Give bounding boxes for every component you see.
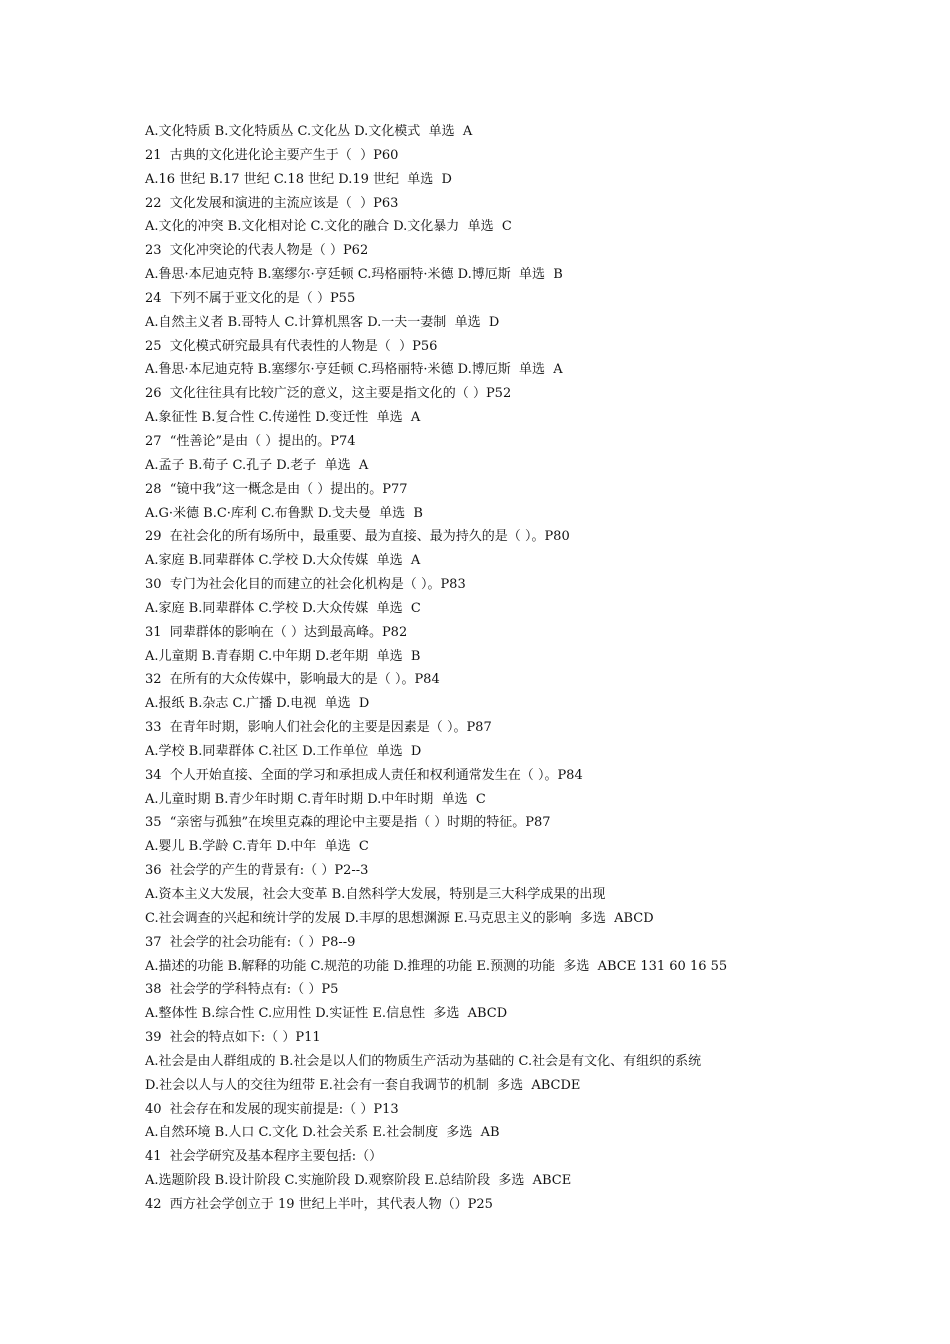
- answer-line: A.自然环境 B.人口 C.文化 D.社会关系 E.社会制度 多选 AB: [145, 1125, 500, 1141]
- question-line: 21 古典的文化进化论主要产生于（ ）P60: [145, 147, 399, 163]
- question-line: 27 “性善论”是由（ ）提出的。P74: [145, 433, 356, 449]
- question-line: 33 在青年时期，影响人们社会化的主要是因素是（ ）。P87: [145, 720, 492, 736]
- answer-line: A.儿童期 B.青春期 C.中年期 D.老年期 单选 B: [145, 648, 421, 664]
- question-line: 36 社会学的产生的背景有:（ ）P2--3: [145, 863, 369, 879]
- question-list: [145, 120, 925, 1217]
- answer-line: A.象征性 B.复合性 C.传递性 D.变迁性 单选 A: [145, 410, 421, 426]
- answer-line: A.选题阶段 B.设计阶段 C.实施阶段 D.观察阶段 E.总结阶段 多选 ABCE: [145, 1173, 572, 1189]
- question-line: 31 同辈群体的影响在（ ）达到最高峰。P82: [145, 624, 408, 640]
- question-line: 37 社会学的社会功能有:（ ）P8--9: [145, 934, 356, 950]
- question-line: 23 文化冲突论的代表人物是（ ）P62: [145, 243, 369, 259]
- question-line: 34 个人开始直接、全面的学习和承担成人责任和权利通常发生在（ ）。P84: [145, 767, 583, 783]
- answer-line: A.孟子 B.荀子 C.孔子 D.老子 单选 A: [145, 457, 369, 473]
- answer-line: A.婴儿 B.学龄 C.青年 D.中年 单选 C: [145, 839, 369, 855]
- question-line: 40 社会存在和发展的现实前提是:（ ）P13: [145, 1101, 399, 1117]
- answer-line: A.描述的功能 B.解释的功能 C.规范的功能 D.推理的功能 E.预测的功能 多选 ABCE 131 60 16 55: [145, 958, 728, 974]
- question-line: 42 西方社会学创立于 19 世纪上半叶，其代表人物（）P25: [145, 1196, 493, 1212]
- answer-line: A.家庭 B.同辈群体 C.学校 D.大众传媒 单选 A: [145, 553, 421, 569]
- answer-line: A.报纸 B.杂志 C.广播 D.电视 单选 D: [145, 696, 370, 712]
- question-line: 25 文化模式研究最具有代表性的人物是（ ）P56: [145, 338, 438, 354]
- question-line: 22 文化发展和演进的主流应该是（ ）P63: [145, 195, 399, 211]
- question-line: 38 社会学的学科特点有:（ ）P5: [145, 982, 339, 998]
- question-line: 32 在所有的大众传媒中，影响最大的是（ ）。P84: [145, 672, 440, 688]
- question-line: 24 下列不属于亚文化的是（ ）P55: [145, 290, 356, 306]
- answer-line: A.资本主义大发展，社会大变革 B.自然科学大发展，特别是三大科学成果的出现: [145, 887, 606, 902]
- answer-line: C.社会调查的兴起和统计学的发展 D.丰厚的思想渊源 E.马克思主义的影响 多选 ABCD: [145, 910, 654, 926]
- answer-line: A.鲁思·本尼迪克特 B.塞缪尔·亨廷顿 C.玛格丽特·米德 D.博厄斯 单选 A: [145, 362, 563, 378]
- answer-line: A.社会是由人群组成的 B.社会是以人们的物质生产活动为基础的 C.社会是有文化、有组织的系统: [145, 1053, 702, 1069]
- question-line: 29 在社会化的所有场所中，最重要、最为直接、最为持久的是（ ）。P80: [145, 529, 570, 545]
- question-line: 41 社会学研究及基本程序主要包括:（）: [145, 1149, 383, 1165]
- answer-line: A.16 世纪 B.17 世纪 C.18 世纪 D.19 世纪 单选 D: [145, 171, 452, 187]
- answer-line: A.鲁思·本尼迪克特 B.塞缪尔·亨廷顿 C.玛格丽特·米德 D.博厄斯 单选 B: [145, 267, 563, 283]
- answer-line: A.儿童时期 B.青少年时期 C.青年时期 D.中年时期 单选 C: [145, 791, 486, 807]
- answer-line: A.整体性 B.综合性 C.应用性 D.实证性 E.信息性 多选 ABCD: [145, 1006, 508, 1022]
- question-line: 35 “亲密与孤独”在埃里克森的理论中主要是指（ ）时期的特征。P87: [145, 815, 551, 831]
- answer-line: A.文化的冲突 B.文化相对论 C.文化的融合 D.文化暴力 单选 C: [145, 219, 512, 235]
- question-line: 26 文化往往具有比较广泛的意义，这主要是指文化的（ ）P52: [145, 386, 512, 402]
- answer-line: A.家庭 B.同辈群体 C.学校 D.大众传媒 单选 C: [145, 600, 421, 616]
- question-line: 39 社会的特点如下:（ ）P11: [145, 1030, 321, 1046]
- question-line: 30 专门为社会化目的而建立的社会化机构是（ ）。P83: [145, 577, 466, 593]
- answer-line: D.社会以人与人的交往为纽带 E.社会有一套自我调节的机制 多选 ABCDE: [145, 1077, 581, 1093]
- answer-line: A.G·米德 B.C·库利 C.布鲁默 D.戈夫曼 单选 B: [145, 505, 423, 521]
- answer-line: A.自然主义者 B.哥特人 C.计算机黑客 D.一夫一妻制 单选 D: [145, 314, 500, 330]
- text-line: A.文化特质 B.文化特质丛 C.文化丛 D.文化模式 单选 A: [145, 124, 473, 139]
- question-line: 28 “镜中我”这一概念是由（ ）提出的。P77: [145, 481, 408, 497]
- answer-line: A.学校 B.同辈群体 C.社区 D.工作单位 单选 D: [145, 743, 422, 759]
